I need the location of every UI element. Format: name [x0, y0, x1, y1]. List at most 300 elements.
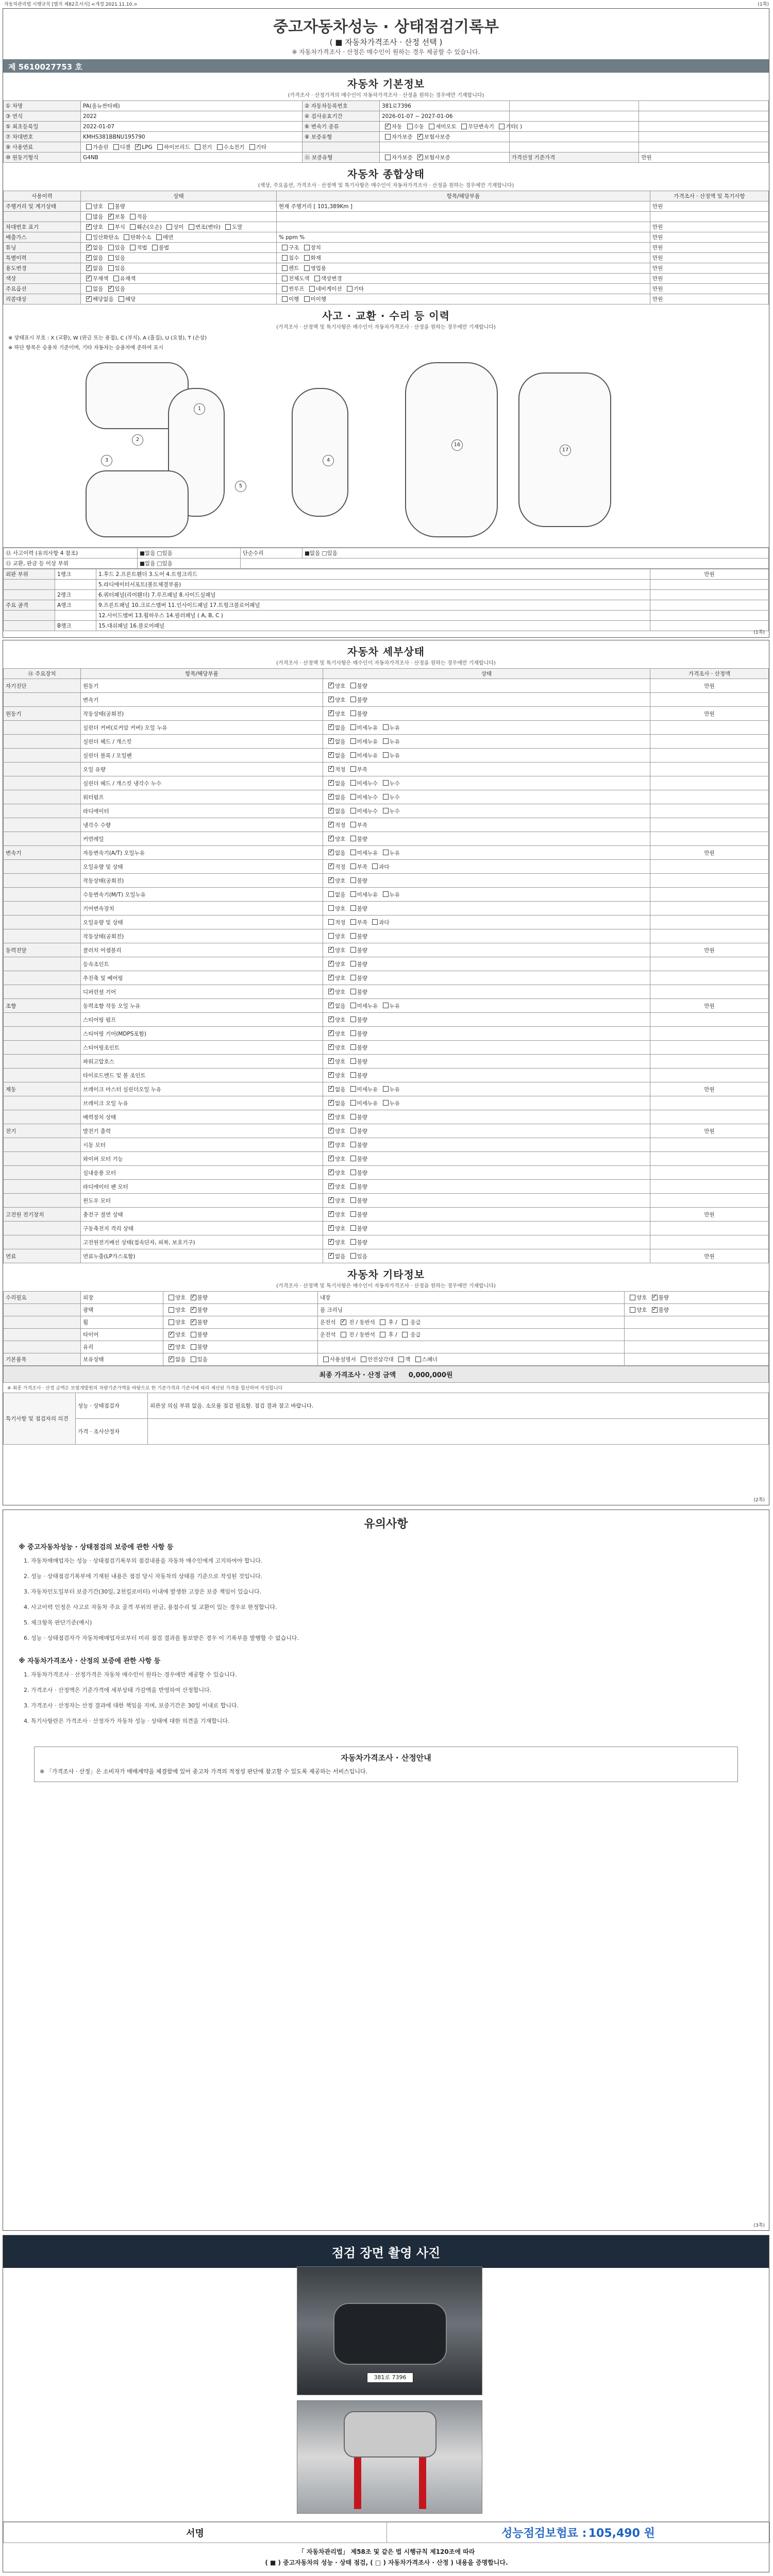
checkbox-unchecked[interactable] — [407, 124, 413, 129]
item-value: 양호 ✓불량 — [163, 1292, 318, 1304]
checkbox-unchecked[interactable] — [350, 1225, 356, 1231]
checkbox-unchecked[interactable] — [350, 710, 356, 716]
checkbox-unchecked[interactable] — [350, 1128, 356, 1133]
system-label — [4, 1041, 81, 1055]
other-info-row — [4, 1341, 769, 1353]
row-label: 리콜대상 — [4, 294, 81, 304]
frame-value: ■없음 □있음 — [138, 558, 241, 569]
item-value: 유리 — [81, 1341, 163, 1353]
checkbox-unchecked[interactable] — [113, 276, 119, 281]
rank-level: 2랭크 — [55, 590, 96, 600]
document-number: 5610027753 — [18, 62, 73, 72]
checkbox-unchecked[interactable] — [350, 697, 356, 702]
checkbox-checked[interactable] — [328, 1142, 334, 1147]
checkbox-unchecked[interactable] — [191, 1344, 196, 1350]
rank-group — [4, 580, 55, 590]
checkbox-unchecked[interactable] — [108, 224, 114, 230]
checkbox-unchecked[interactable] — [304, 265, 310, 271]
checkbox-checked[interactable] — [86, 245, 92, 250]
row-value: ✓ 없음 있음 적법 불법 — [81, 243, 277, 253]
checkbox-checked[interactable] — [328, 1211, 334, 1217]
system-label — [4, 929, 81, 943]
checkbox-unchecked[interactable] — [350, 1086, 356, 1092]
checkbox-checked[interactable] — [328, 1086, 334, 1092]
checkbox-unchecked[interactable] — [249, 144, 255, 150]
checkbox-unchecked[interactable] — [350, 891, 356, 897]
system-label: 고전원 전기장치 — [4, 1208, 81, 1222]
checkbox-checked[interactable] — [328, 1156, 334, 1161]
lift-post-left — [354, 2458, 361, 2509]
system-label — [4, 1055, 81, 1069]
checkbox-unchecked[interactable] — [350, 683, 356, 688]
checkbox-checked[interactable] — [328, 1170, 334, 1175]
checkbox-checked[interactable] — [328, 836, 334, 841]
checkbox-unchecked[interactable] — [86, 234, 92, 240]
checkbox-unchecked[interactable] — [191, 1357, 196, 1362]
checkbox-unchecked[interactable] — [328, 905, 334, 911]
detail-row — [4, 1069, 769, 1082]
checkbox-unchecked[interactable] — [156, 234, 162, 240]
checkbox-checked[interactable] — [328, 710, 334, 716]
checkbox-checked[interactable] — [328, 989, 334, 994]
checkbox-unchecked[interactable] — [195, 144, 200, 150]
checkbox-unchecked[interactable] — [282, 286, 288, 292]
checkbox-unchecked[interactable] — [350, 1170, 356, 1175]
overall-status-title: 자동차 종합상태 — [347, 168, 425, 180]
diagram-marker: 5 — [235, 481, 246, 492]
checkbox-unchecked[interactable] — [217, 144, 223, 150]
checkbox-checked[interactable] — [328, 1003, 334, 1008]
detail-row — [4, 735, 769, 749]
status-value: ✓ 양호 불량 — [323, 707, 650, 721]
checkbox-unchecked[interactable] — [341, 1332, 346, 1337]
checkbox-checked[interactable] — [135, 144, 141, 150]
row-label — [4, 212, 81, 222]
checkbox-unchecked[interactable] — [383, 724, 389, 730]
status-value: ✓ 양호 불량 — [323, 943, 650, 957]
checkbox-unchecked[interactable] — [328, 933, 334, 939]
checkbox-unchecked[interactable] — [157, 144, 163, 150]
checkbox-unchecked[interactable] — [328, 891, 334, 897]
inspector-remark: 외관상 의심 부위 없음. 소모품 점검 필요함. 점검 결과 참고 바랍니다. — [148, 1393, 769, 1419]
checkbox-unchecked[interactable] — [350, 877, 356, 883]
checkbox-unchecked[interactable] — [350, 1100, 356, 1106]
checkbox-unchecked[interactable] — [350, 780, 356, 786]
price-value — [650, 971, 769, 985]
checkbox-unchecked[interactable] — [169, 1307, 174, 1313]
checkbox-unchecked[interactable] — [350, 1253, 356, 1259]
system-label — [4, 1194, 81, 1208]
checkbox-unchecked[interactable] — [383, 891, 389, 897]
field-value: 2022 — [81, 111, 303, 122]
checkbox-unchecked[interactable] — [130, 214, 136, 219]
checkbox-unchecked[interactable] — [108, 265, 114, 271]
checkbox-unchecked[interactable] — [304, 255, 310, 261]
detail-row — [4, 888, 769, 902]
checkbox-unchecked[interactable] — [350, 1016, 356, 1022]
checkbox-unchecked[interactable] — [350, 1183, 356, 1189]
detail-row — [4, 1166, 769, 1180]
checkbox-unchecked[interactable] — [108, 204, 114, 209]
checkbox-unchecked[interactable] — [350, 794, 356, 800]
checkbox-checked[interactable] — [86, 265, 92, 271]
column-header: 상태 — [81, 191, 277, 201]
page-indicator: (1쪽) — [758, 2, 769, 7]
final-price-value: 0,000,000원 — [408, 1371, 453, 1379]
checkbox-checked[interactable] — [108, 214, 114, 219]
row-value: 전체도색 색상변경 — [277, 274, 650, 284]
status-value: ✓ 양호 불량 — [323, 1069, 650, 1082]
checkbox-checked[interactable] — [328, 1253, 334, 1259]
checkbox-checked[interactable] — [86, 296, 92, 302]
price-value — [650, 818, 769, 832]
page-number: (2쪽) — [753, 1498, 765, 1503]
system-label — [4, 957, 81, 971]
checkbox-unchecked[interactable] — [383, 794, 389, 800]
price-value — [650, 1013, 769, 1027]
checkbox-unchecked[interactable] — [119, 296, 124, 302]
detail-row — [4, 818, 769, 832]
checkbox-unchecked[interactable] — [282, 255, 288, 261]
checkbox-unchecked[interactable] — [350, 933, 356, 939]
checkbox-unchecked[interactable] — [282, 245, 288, 250]
checkbox-unchecked[interactable] — [383, 1100, 389, 1106]
checkbox-checked[interactable] — [328, 808, 334, 814]
checkbox-checked[interactable] — [169, 1357, 174, 1362]
checkbox-checked[interactable] — [328, 975, 334, 980]
field-value: 2022-01-07 — [81, 122, 303, 132]
status-value: ✓ 양호 불량 — [323, 1208, 650, 1222]
checkbox-unchecked[interactable] — [304, 296, 310, 302]
status-value: ✓ 양호 불량 — [323, 1235, 650, 1249]
checkbox-checked[interactable] — [385, 124, 391, 129]
checkbox-unchecked[interactable] — [383, 808, 389, 814]
checkbox-checked[interactable] — [328, 1030, 334, 1036]
field-label: ③ 연식 — [4, 111, 81, 122]
checkbox-unchecked[interactable] — [350, 1239, 356, 1245]
checkbox-checked[interactable] — [328, 724, 334, 730]
part-label: 브레이크 마스터 실린더오일 누유 — [81, 1082, 323, 1096]
row-label: 주요옵션 — [4, 284, 81, 294]
status-value: 양호 불량 — [323, 929, 650, 943]
status-value: ✓ 없음 미세누유 누유 — [323, 749, 650, 762]
checkbox-checked[interactable] — [191, 1307, 196, 1313]
accident-legend-2: ※ 하단 항목은 승용차 기준이며, 기타 자동차는 승용차에 준하여 표시 — [8, 345, 163, 351]
checkbox-checked[interactable] — [328, 1016, 334, 1022]
status-value: ✓ 양호 불량 — [323, 1124, 650, 1138]
status-value: ✓ 적정 부족 — [323, 818, 650, 832]
price-value — [650, 1138, 769, 1152]
checkbox-unchecked[interactable] — [328, 919, 334, 925]
system-label: 조향 — [4, 999, 81, 1013]
checkbox-checked[interactable] — [328, 947, 334, 953]
checkbox-checked[interactable] — [328, 738, 334, 744]
checkbox-unchecked[interactable] — [108, 245, 114, 250]
rank-parts: 9.프론트패널 10.크로스멤버 11.인사이드패널 17.트렁크플로어패널 — [96, 600, 650, 611]
checkbox-unchecked[interactable] — [350, 1044, 356, 1050]
checkbox-checked[interactable] — [191, 1319, 196, 1325]
checkbox-checked[interactable] — [328, 1100, 334, 1106]
checkbox-unchecked[interactable] — [189, 224, 194, 230]
checkbox-unchecked[interactable] — [350, 1211, 356, 1217]
row-label: 색상 — [4, 274, 81, 284]
checkbox-unchecked[interactable] — [86, 286, 92, 292]
checkbox-checked[interactable] — [86, 255, 92, 261]
checkbox-checked[interactable] — [328, 752, 334, 758]
caution-item: 2. 가격조사 · 산정액은 기준가격에 세부상태 가감액을 반영하여 산정합니다. — [24, 1687, 212, 1693]
checkbox-unchecked[interactable] — [86, 144, 92, 150]
checkbox-checked[interactable] — [328, 1128, 334, 1133]
checkbox-unchecked[interactable] — [402, 1319, 408, 1325]
checkbox-unchecked[interactable] — [347, 286, 352, 292]
caution-heading-1: ※ 중고자동차성능 · 상태점검의 보증에 관한 사항 등 — [19, 1544, 174, 1551]
checkbox-unchecked[interactable] — [350, 961, 356, 967]
item-value: ✓ 양호 불량 — [163, 1341, 318, 1353]
checkbox-unchecked[interactable] — [225, 224, 231, 230]
checkbox-checked[interactable] — [328, 863, 334, 869]
price-value — [650, 985, 769, 999]
checkbox-unchecked[interactable] — [86, 204, 92, 209]
checkbox-unchecked[interactable] — [350, 975, 356, 980]
checkbox-unchecked[interactable] — [350, 1030, 356, 1036]
checkbox-unchecked[interactable] — [461, 124, 467, 129]
caution-item: 1. 자동차가격조사 · 산정가격은 자동차 매수인이 원하는 경우에만 제공할 수 있습니다. — [24, 1671, 237, 1678]
checkbox-unchecked[interactable] — [350, 822, 356, 827]
checkbox-unchecked[interactable] — [402, 1332, 408, 1337]
overall-row — [4, 232, 769, 243]
checkbox-checked[interactable] — [328, 1072, 334, 1078]
checkbox-unchecked[interactable] — [350, 808, 356, 814]
part-label: 작동상태(공회전) — [81, 874, 323, 888]
part-label: 디퍼런셜 기어 — [81, 985, 323, 999]
checkbox-checked[interactable] — [652, 1295, 658, 1300]
checkbox-unchecked[interactable] — [124, 234, 129, 240]
checkbox-unchecked[interactable] — [499, 124, 505, 129]
checkbox-checked[interactable] — [328, 877, 334, 883]
checkbox-checked[interactable] — [191, 1295, 196, 1300]
checkbox-checked[interactable] — [328, 697, 334, 702]
checkbox-unchecked[interactable] — [398, 1357, 404, 1362]
item-value — [318, 1341, 625, 1353]
checkbox-unchecked[interactable] — [383, 850, 389, 855]
field-label: ⑧ 보증유형 — [303, 132, 380, 142]
checkbox-unchecked[interactable] — [86, 214, 92, 219]
item-value: 사용설명서 안전삼각대 잭 스패너 — [318, 1353, 625, 1366]
checkbox-checked[interactable] — [328, 1058, 334, 1064]
row-value: 일산화탄소 탄화수소 매연 — [81, 232, 277, 243]
checkbox-unchecked[interactable] — [169, 1319, 174, 1325]
checkbox-unchecked[interactable] — [383, 1003, 389, 1008]
checkbox-unchecked[interactable] — [350, 919, 356, 925]
caution-item: 3. 자동차인도일부터 보증기간(30일, 2천킬로미터) 이내에 발생한 고장은 보증 책임이 있습니다. — [24, 1588, 262, 1595]
price-value — [650, 874, 769, 888]
checkbox-checked[interactable] — [328, 961, 334, 967]
checkbox-unchecked[interactable] — [350, 905, 356, 911]
system-label — [4, 1235, 81, 1249]
row-label: 튜닝 — [4, 243, 81, 253]
overall-row — [4, 294, 769, 304]
checkbox-checked[interactable] — [417, 134, 423, 140]
checkbox-unchecked[interactable] — [361, 1357, 366, 1362]
checkbox-unchecked[interactable] — [350, 947, 356, 953]
part-label: 수동변속기(M/T) 오일누유 — [81, 888, 323, 902]
checkbox-unchecked[interactable] — [415, 1357, 421, 1362]
accident-note: (가격조사 · 산정액 및 특기사항은 매수인이 자동차가격조사 · 산정을 원하는 경우에만 기재합니다) — [276, 325, 496, 330]
checkbox-unchecked[interactable] — [350, 836, 356, 841]
checkbox-unchecked[interactable] — [191, 1332, 196, 1337]
detail-row — [4, 1096, 769, 1110]
checkbox-checked[interactable] — [328, 1183, 334, 1189]
checkbox-checked[interactable] — [86, 276, 92, 281]
checkbox-unchecked[interactable] — [350, 850, 356, 855]
checkbox-unchecked[interactable] — [130, 224, 136, 230]
checkbox-unchecked[interactable] — [385, 155, 391, 160]
row-value: 양호 불량 — [81, 201, 277, 212]
system-label — [4, 1138, 81, 1152]
checkbox-checked[interactable] — [328, 1225, 334, 1231]
checkbox-checked[interactable] — [108, 286, 114, 292]
overall-row — [4, 222, 769, 232]
price-value: 만원 — [650, 999, 769, 1013]
checkbox-checked[interactable] — [86, 224, 92, 230]
rank-price — [650, 611, 769, 621]
checkbox-checked[interactable] — [652, 1307, 658, 1313]
basic-info-row — [4, 132, 769, 142]
field-label: ① 차명 — [4, 101, 81, 111]
checkbox-unchecked[interactable] — [166, 224, 172, 230]
checkbox-unchecked[interactable] — [350, 766, 356, 772]
detail-row — [4, 804, 769, 818]
checkbox-unchecked[interactable] — [383, 780, 389, 786]
detail-row — [4, 943, 769, 957]
checkbox-unchecked[interactable] — [309, 286, 315, 292]
checkbox-unchecked[interactable] — [630, 1307, 635, 1313]
field-label: ⑪ 보증유형 — [303, 152, 380, 163]
checkbox-checked[interactable] — [328, 1114, 334, 1120]
checkbox-unchecked[interactable] — [323, 1357, 329, 1362]
checkbox-unchecked[interactable] — [350, 1058, 356, 1064]
rank-level — [55, 611, 96, 621]
checkbox-unchecked[interactable] — [372, 863, 378, 869]
checkbox-checked[interactable] — [328, 766, 334, 772]
price-value: 만원 — [650, 707, 769, 721]
checkbox-checked[interactable] — [328, 683, 334, 688]
checkbox-unchecked[interactable] — [630, 1295, 635, 1300]
checkbox-unchecked[interactable] — [350, 752, 356, 758]
row-value: % ppm % — [277, 232, 650, 243]
checkbox-unchecked[interactable] — [429, 124, 434, 129]
checkbox-unchecked[interactable] — [282, 276, 288, 281]
checkbox-unchecked[interactable] — [380, 1319, 385, 1325]
price-value — [650, 1222, 769, 1235]
part-label: 실내송풍 모터 — [81, 1166, 323, 1180]
checkbox-unchecked[interactable] — [383, 752, 389, 758]
checkbox-unchecked[interactable] — [383, 738, 389, 744]
checkbox-unchecked[interactable] — [282, 265, 288, 271]
checkbox-checked[interactable] — [169, 1344, 174, 1350]
checkbox-checked[interactable] — [328, 822, 334, 827]
checkbox-unchecked[interactable] — [350, 1197, 356, 1203]
other-info-row — [4, 1353, 769, 1366]
rank-price — [650, 600, 769, 611]
status-value: ✓ 없음 미세누수 누수 — [323, 776, 650, 790]
checkbox-unchecked[interactable] — [282, 296, 288, 302]
checkbox-unchecked[interactable] — [108, 255, 114, 261]
item-value: 양호 ✓불량 — [163, 1304, 318, 1316]
rank-parts: 1.후드 2.프론트휀더 3.도어 4.트렁크리드 — [96, 569, 650, 580]
checkbox-unchecked[interactable] — [380, 1332, 385, 1337]
checkbox-checked[interactable] — [328, 1239, 334, 1245]
group-label: 수리필요 — [4, 1292, 81, 1304]
checkbox-unchecked[interactable] — [304, 245, 310, 250]
part-label: 라디에이터 — [81, 804, 323, 818]
checkbox-checked[interactable] — [341, 1319, 346, 1325]
checkbox-checked[interactable] — [169, 1332, 174, 1337]
field-value: KMHS381BBNU195790 — [81, 132, 303, 142]
part-label: 스티어링 펌프 — [81, 1013, 323, 1027]
row-label: 주행거리 및 계기상태 — [4, 201, 81, 212]
checkbox-unchecked[interactable] — [350, 1114, 356, 1120]
status-value: ✓ 양호 불량 — [323, 1180, 650, 1194]
diagram-marker: 17 — [560, 445, 571, 456]
row-value: 이행 미이행 — [277, 294, 650, 304]
field-value: 가솔린 디젤 ✓LPG 하이브리드 전기 수소전기 기타 — [81, 142, 303, 152]
checkbox-unchecked[interactable] — [383, 1086, 389, 1092]
checkbox-checked[interactable] — [328, 1197, 334, 1203]
checkbox-unchecked[interactable] — [350, 724, 356, 730]
checkbox-checked[interactable] — [328, 1044, 334, 1050]
detail-row — [4, 1208, 769, 1222]
diagram-marker: 4 — [323, 455, 334, 466]
checkbox-unchecked[interactable] — [130, 245, 136, 250]
system-label — [4, 776, 81, 790]
checkbox-unchecked[interactable] — [372, 919, 378, 925]
status-value: ✓ 양호 불량 — [323, 971, 650, 985]
checkbox-unchecked[interactable] — [314, 276, 320, 281]
checkbox-checked[interactable] — [328, 850, 334, 855]
detail-row — [4, 902, 769, 916]
checkbox-checked[interactable] — [328, 780, 334, 786]
row-value: ✓ 양호 부식 훼손(오손) 상이 변조(변타) 도말 — [81, 222, 277, 232]
signature-section — [3, 2521, 770, 2567]
status-value: ✓ 양호 불량 — [323, 1041, 650, 1055]
checkbox-unchecked[interactable] — [113, 144, 119, 150]
status-value: ✓ 없음 미세누수 누수 — [323, 790, 650, 804]
row-value: ✓ 없음 있음 — [81, 263, 277, 274]
checkbox-unchecked[interactable] — [350, 1156, 356, 1161]
overall-header-row — [4, 191, 769, 201]
checkbox-unchecked[interactable] — [350, 863, 356, 869]
checkbox-checked[interactable] — [328, 794, 334, 800]
checkbox-unchecked[interactable] — [350, 1142, 356, 1147]
detail-row — [4, 985, 769, 999]
checkbox-unchecked[interactable] — [350, 1003, 356, 1008]
checkbox-unchecked[interactable] — [385, 134, 391, 140]
column-header: 상태 — [323, 669, 650, 679]
checkbox-unchecked[interactable] — [350, 989, 356, 994]
checkbox-unchecked[interactable] — [350, 1072, 356, 1078]
checkbox-unchecked[interactable] — [350, 738, 356, 744]
price-value — [650, 735, 769, 749]
document-subtitle: ( ■ 자동차가격조사 · 산정 선택 ) — [329, 38, 443, 47]
row-value: ✓ 무채색 유채색 — [81, 274, 277, 284]
checkbox-unchecked[interactable] — [169, 1295, 174, 1300]
price-value — [650, 929, 769, 943]
checkbox-unchecked[interactable] — [152, 245, 158, 250]
checkbox-checked[interactable] — [417, 155, 423, 160]
row-value: 만원 — [650, 243, 769, 253]
part-label: 윈도우 모터 — [81, 1194, 323, 1208]
